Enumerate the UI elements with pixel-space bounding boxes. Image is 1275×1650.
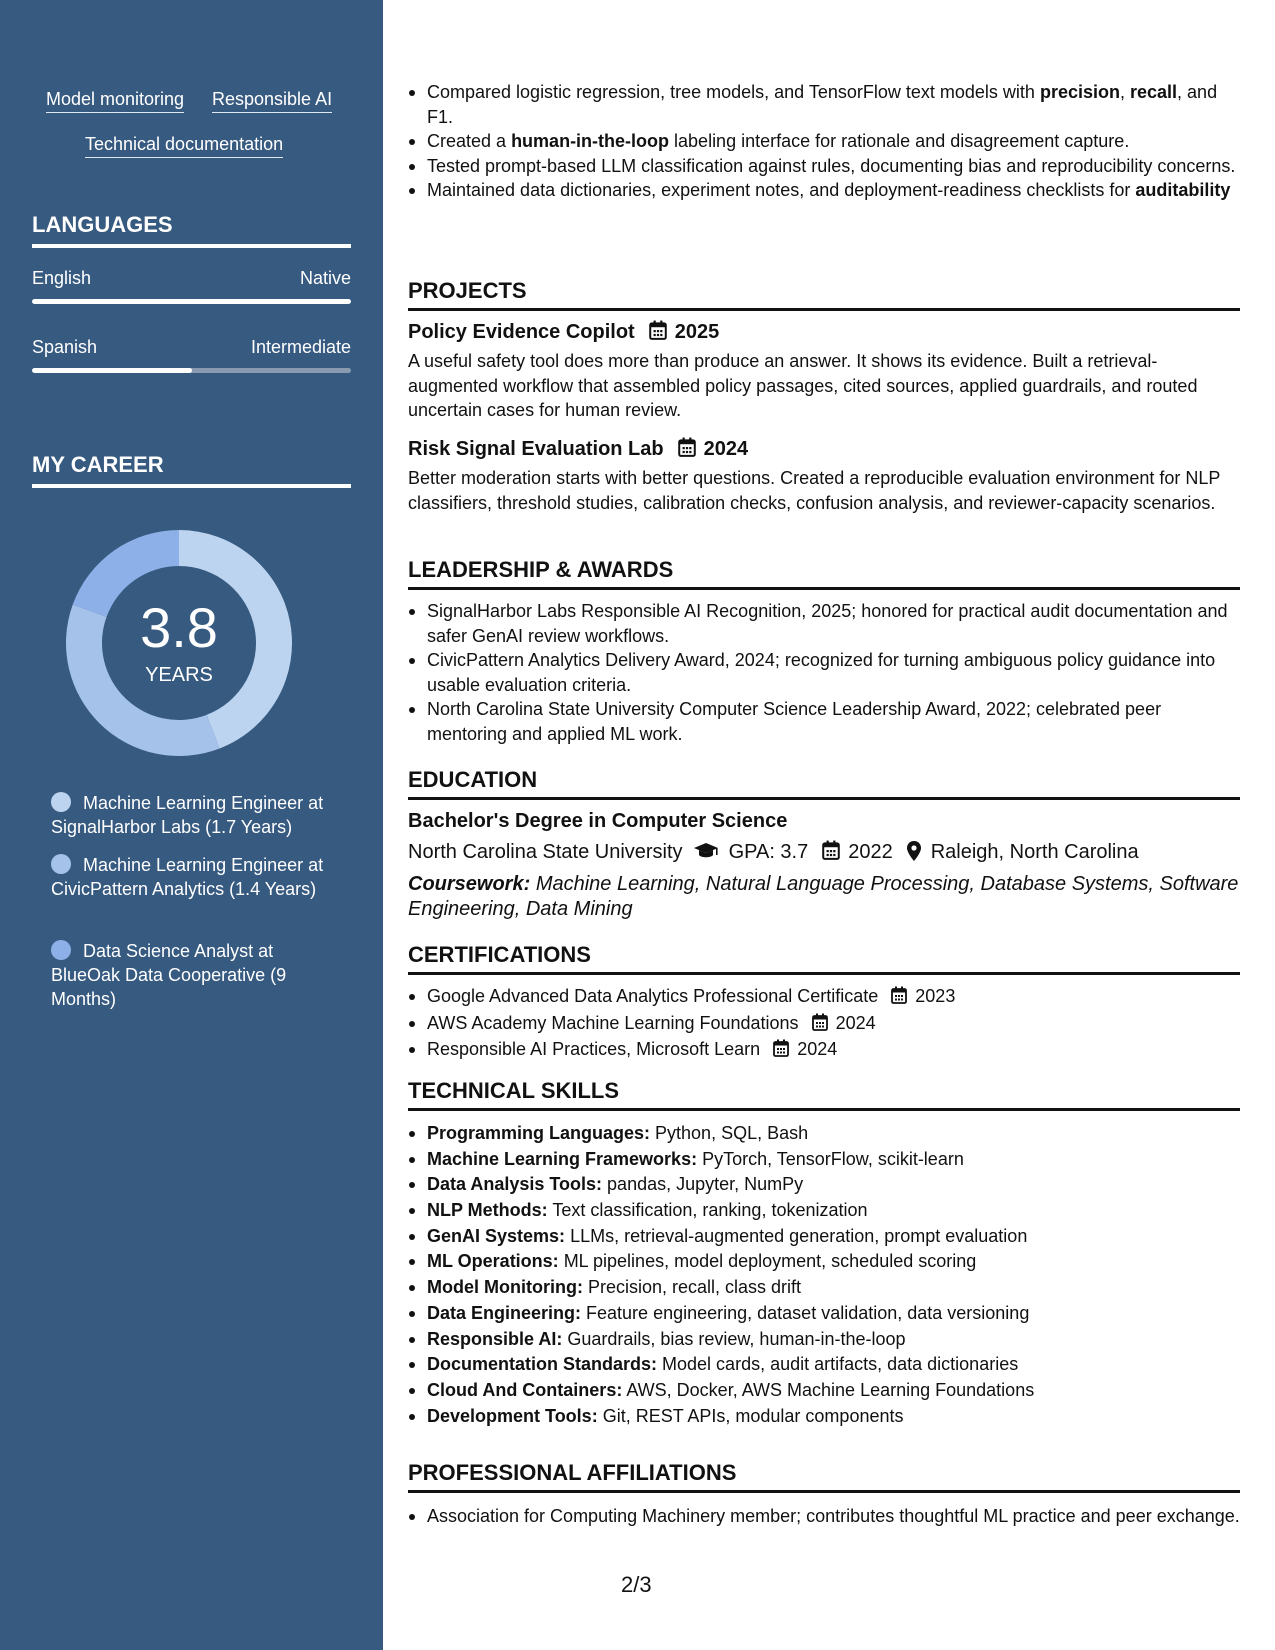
bullet-text: Maintained data dictionaries, experiment notes, and deployment-readiness checklists for bbox=[427, 180, 1136, 200]
calendar-icon bbox=[649, 320, 667, 344]
skill-label: Model Monitoring: bbox=[427, 1277, 583, 1298]
skill-item bbox=[408, 1404, 1240, 1429]
leadership-heading: LEADERSHIP & AWARDS bbox=[408, 557, 1240, 590]
education-details bbox=[408, 840, 1139, 864]
project-title bbox=[408, 320, 719, 344]
skill-value: Guardrails, bias review, human-in-the-loop bbox=[562, 1328, 906, 1349]
experience-bullet-list bbox=[408, 80, 1240, 203]
skill-value: AWS, Docker, AWS Machine Learning Foundations bbox=[622, 1379, 1035, 1400]
language-level: Intermediate bbox=[250, 337, 351, 357]
skills-list bbox=[408, 1121, 1240, 1429]
coursework-list: Machine Learning, Natural Language Processing, Database Systems, Software Engineering, Data Mining bbox=[408, 873, 1239, 920]
location-pin-icon bbox=[907, 841, 921, 864]
career-legend-text: Machine Learning Engineer at CivicPattern Analytics (1.4 Years) bbox=[51, 855, 324, 899]
skill-item bbox=[408, 1275, 1240, 1300]
gpa: GPA: 3.7 bbox=[728, 840, 809, 863]
skill-item bbox=[408, 1172, 1240, 1197]
calendar-icon bbox=[822, 840, 840, 864]
language-bar-english bbox=[32, 299, 351, 304]
skill-label: ML Operations: bbox=[427, 1251, 559, 1272]
experience-bullet bbox=[408, 178, 1240, 203]
skill-label: Cloud And Containers: bbox=[427, 1379, 623, 1400]
career-legend-text: Data Science Analyst at BlueOak Data Cooperative (9 Months) bbox=[51, 941, 287, 1009]
leadership-item: North Carolina State University Computer Science Leadership Award, 2022; celebrated peer mentoring and applied ML work. bbox=[408, 697, 1240, 746]
career-legend-item bbox=[51, 791, 326, 839]
skill-label: Data Analysis Tools: bbox=[427, 1174, 603, 1195]
skill-item bbox=[408, 1249, 1240, 1274]
experience-bullet bbox=[408, 129, 1240, 154]
career-legend-text: Machine Learning Engineer at SignalHarbor Labs (1.7 Years) bbox=[51, 793, 324, 837]
skill-item bbox=[408, 1147, 1240, 1172]
skill-item bbox=[408, 1378, 1240, 1403]
legend-dot-icon bbox=[51, 854, 71, 874]
coursework-label: Coursework: bbox=[408, 873, 531, 895]
calendar-icon bbox=[891, 986, 912, 1006]
skill-value: LLMs, retrieval-augmented generation, prompt evaluation bbox=[565, 1225, 1028, 1246]
skill-chip-responsible-ai: Responsible AI bbox=[212, 89, 332, 113]
career-heading: MY CAREER bbox=[32, 452, 351, 488]
skill-item bbox=[408, 1198, 1240, 1223]
school-name: North Carolina State University bbox=[408, 840, 683, 863]
graduation-year: 2022 bbox=[848, 840, 893, 863]
skill-label: GenAI Systems: bbox=[427, 1225, 566, 1246]
career-total-years: 3.8 bbox=[140, 596, 218, 659]
certification-name: AWS Academy Machine Learning Foundations bbox=[427, 1012, 799, 1033]
experience-bullet bbox=[408, 154, 1240, 179]
career-total-unit: YEARS bbox=[145, 664, 213, 686]
bullet-text: labeling interface for rationale and disagreement capture. bbox=[669, 131, 1130, 151]
calendar-icon bbox=[773, 1039, 794, 1059]
skill-label: Data Engineering: bbox=[427, 1302, 582, 1323]
bullet-text: Compared logistic regression, tree models, and TensorFlow text models with bbox=[427, 82, 1040, 102]
career-legend-item bbox=[51, 939, 326, 1011]
project-description: A useful safety tool does more than produce an answer. It shows its evidence. Built a retrieval-augmented workflow that assembled policy passages, cited sources, applied guardrails, and routed uncertain cases for human review. bbox=[408, 351, 1198, 420]
sidebar bbox=[0, 0, 383, 1650]
education-heading: EDUCATION bbox=[408, 767, 1240, 800]
project-title bbox=[408, 437, 748, 461]
emphasis-text: auditability bbox=[1135, 180, 1231, 200]
bullet-text: , bbox=[1119, 82, 1130, 102]
skill-value: PyTorch, TensorFlow, scikit-learn bbox=[697, 1148, 964, 1169]
skill-label: Responsible AI: bbox=[427, 1328, 563, 1349]
coursework bbox=[408, 872, 1240, 921]
language-level: Native bbox=[299, 268, 351, 288]
career-legend-item bbox=[51, 853, 326, 901]
certifications-list bbox=[408, 984, 1240, 1062]
affiliation-item: Association for Computing Machinery member; contributes thoughtful ML practice and peer exchange. bbox=[408, 1504, 1240, 1529]
certifications-heading: CERTIFICATIONS bbox=[408, 942, 1240, 975]
experience-bullet bbox=[408, 80, 1240, 129]
skill-value: Text classification, ranking, tokenization bbox=[547, 1200, 868, 1221]
graduation-cap-icon bbox=[693, 841, 719, 864]
project-year: 2025 bbox=[674, 320, 720, 343]
leadership-item: SignalHarbor Labs Responsible AI Recognition, 2025; honored for practical audit documentation and safer GenAI review workflows. bbox=[408, 599, 1240, 648]
language-name: Spanish bbox=[32, 337, 98, 357]
skill-label: NLP Methods: bbox=[427, 1200, 548, 1221]
calendar-icon bbox=[678, 437, 696, 461]
affiliations-list bbox=[408, 1504, 1240, 1529]
skill-label: Development Tools: bbox=[427, 1405, 598, 1426]
legend-dot-icon bbox=[51, 940, 71, 960]
emphasis-text: precision bbox=[1039, 82, 1120, 102]
leadership-item: CivicPattern Analytics Delivery Award, 2024; recognized for turning ambiguous policy guidance into usable evaluation criteria. bbox=[408, 648, 1240, 697]
certification-year: 2024 bbox=[835, 1012, 876, 1033]
language-name: English bbox=[32, 268, 92, 288]
certification-year: 2024 bbox=[797, 1039, 838, 1059]
project-name: Risk Signal Evaluation Lab bbox=[408, 437, 664, 460]
degree-title: Bachelor's Degree in Computer Science bbox=[408, 810, 788, 832]
project-year: 2024 bbox=[703, 437, 749, 460]
bullet-text: Tested prompt-based LLM classification against rules, documenting bias and reproducibility concerns. bbox=[427, 155, 1236, 176]
bullet-text: , and F1. bbox=[427, 82, 1218, 127]
skill-value: Feature engineering, dataset validation, data versioning bbox=[581, 1302, 1030, 1323]
language-row-spanish bbox=[32, 337, 351, 358]
project-description: Better moderation starts with better questions. Created a reproducible evaluation environment for NLP classifiers, threshold studies, calibration checks, confusion analysis, and reviewer-capacity scenarios. bbox=[408, 468, 1221, 513]
skill-chip-technical-documentation: Technical documentation bbox=[85, 134, 283, 158]
skill-value: Precision, recall, class drift bbox=[582, 1277, 802, 1298]
certification-item bbox=[408, 1037, 1240, 1062]
language-bar-spanish bbox=[32, 368, 351, 373]
language-bar-fill bbox=[32, 368, 192, 373]
emphasis-text: recall bbox=[1130, 82, 1178, 102]
skill-item bbox=[408, 1352, 1240, 1377]
emphasis-text: human-in-the-loop bbox=[511, 131, 670, 151]
legend-dot-icon bbox=[51, 792, 71, 812]
skill-chip-model-monitoring: Model monitoring bbox=[46, 89, 184, 113]
skill-label: Programming Languages: bbox=[427, 1123, 651, 1143]
skill-label: Documentation Standards: bbox=[427, 1354, 658, 1375]
projects-heading: PROJECTS bbox=[408, 278, 1240, 311]
certification-item bbox=[408, 984, 1240, 1009]
skill-label: Machine Learning Frameworks: bbox=[427, 1148, 698, 1169]
school-location: Raleigh, North Carolina bbox=[930, 840, 1139, 863]
certification-year: 2023 bbox=[915, 986, 956, 1006]
skill-item bbox=[408, 1327, 1240, 1352]
skill-item bbox=[408, 1121, 1240, 1146]
language-row-english bbox=[32, 268, 351, 289]
skill-value: Git, REST APIs, modular components bbox=[597, 1405, 904, 1426]
certification-item bbox=[408, 1011, 1240, 1036]
skills-heading: TECHNICAL SKILLS bbox=[408, 1078, 1240, 1111]
calendar-icon bbox=[812, 1013, 833, 1033]
leadership-list bbox=[408, 599, 1240, 746]
skill-value: ML pipelines, model deployment, scheduled scoring bbox=[558, 1251, 977, 1272]
skill-value: Model cards, audit artifacts, data dictionaries bbox=[657, 1354, 1019, 1375]
project-name: Policy Evidence Copilot bbox=[408, 320, 635, 343]
language-bar-fill bbox=[32, 299, 351, 304]
page-number: 2/3 bbox=[621, 1572, 652, 1597]
certification-name: Responsible AI Practices, Microsoft Learn bbox=[427, 1039, 761, 1059]
bullet-text: Created a bbox=[427, 131, 512, 151]
affiliations-heading: PROFESSIONAL AFFILIATIONS bbox=[408, 1460, 1240, 1493]
languages-heading: LANGUAGES bbox=[32, 212, 351, 248]
skill-item bbox=[408, 1301, 1240, 1326]
skill-value: Python, SQL, Bash bbox=[650, 1123, 809, 1143]
certification-name: Google Advanced Data Analytics Professional Certificate bbox=[427, 986, 879, 1006]
skill-value: pandas, Jupyter, NumPy bbox=[602, 1174, 804, 1195]
skill-item bbox=[408, 1224, 1240, 1249]
